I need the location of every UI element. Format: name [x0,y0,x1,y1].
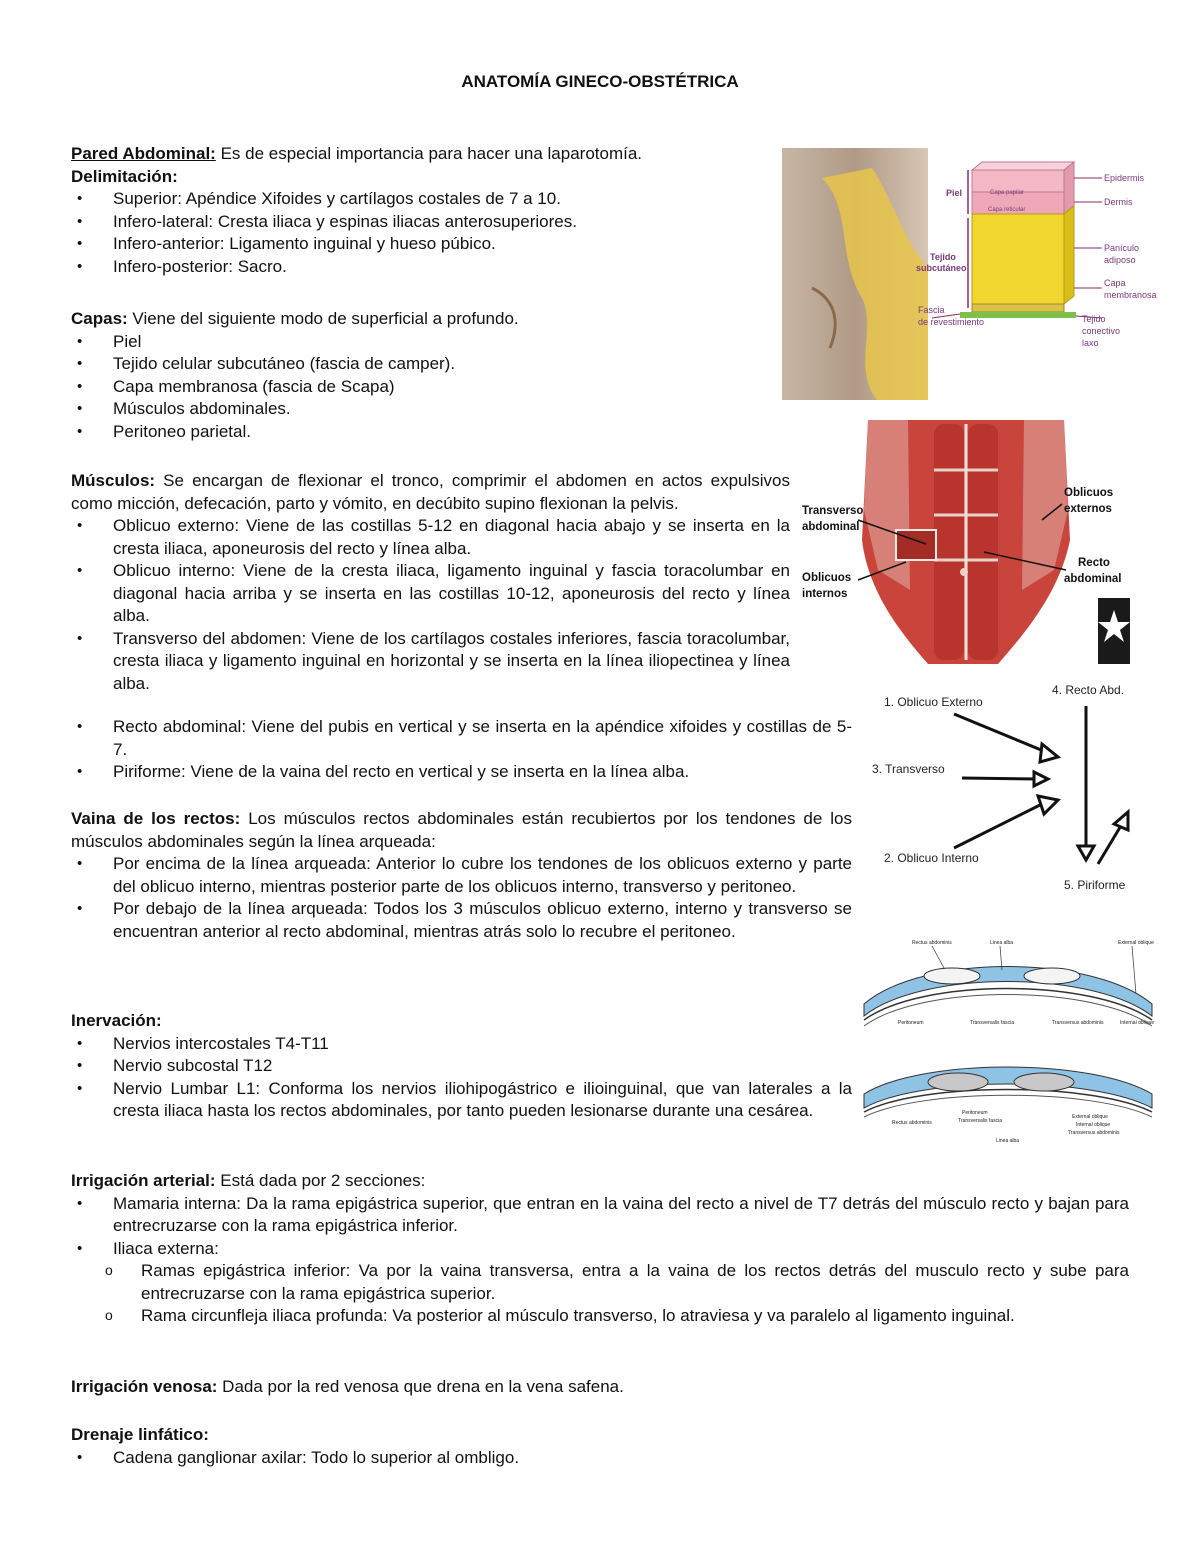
fat-block [972,214,1064,304]
arrow-label-1: 1. Oblicuo Externo [884,695,983,709]
cross-a-peritoneum: Peritoneum [898,1020,924,1026]
section-pared [71,143,771,278]
rectus-oval-left [928,1073,988,1091]
section-musculos-cont [71,716,852,784]
cross-b-transversus: Transversus abdominis [1068,1130,1120,1136]
rectus-oval-right [1024,968,1080,984]
arrow-transverso [962,778,1038,779]
inervacion-heading: Inervación: [71,1011,162,1030]
fascia-sheath [864,967,1152,1017]
arrow-oblicuo-externo [954,714,1046,752]
skin-label-papilar: Capa papilar [990,190,1025,196]
arterial-heading: Irrigación arterial: [71,1171,216,1190]
skin-label-adiposo: adiposo [1104,255,1136,265]
list-item: • Infero-posterior: Sacro. [71,256,771,279]
skin-label-subcutaneo: subcutáneo [916,263,967,273]
list-item: • Piel [71,331,771,354]
cross-a-rectus: Rectus abdominis [912,940,952,946]
section-linfatico [71,1424,1129,1469]
cross-a-internal: Internal oblique [1120,1020,1155,1026]
list-item: • Peritoneo parietal. [71,421,771,444]
muscle-label-oblicuos-ext: Oblicuos [1064,487,1114,499]
figure-skin-layers [782,148,1157,400]
section-arterial [71,1170,1129,1328]
inervacion-list [71,1033,852,1123]
cross-a-transversus: Transversus abdominis [1052,1020,1104,1026]
list-item: • Mamaria interna: Da la rama epigástrica superior, que entran en la vaina del recto a nivel de T7 detrás del músculo recto y bajan para entrecruzarse con la rama epigástrica inferior. [71,1193,1129,1238]
list-item: • Tejido celular subcutáneo (fascia de camper). [71,353,771,376]
muscle-label-transverso: Transverso [802,505,864,517]
skin-label-laxo: laxo [1082,338,1099,348]
section-musculos [71,470,790,695]
skin-label-conectivo: conectivo [1082,326,1121,336]
muscle-label-internos: internos [802,588,848,600]
cross-a-linea: Linea alba [990,940,1014,946]
arterial-intro: Irrigación arterial: Está dada por 2 secciones: [71,1171,426,1190]
capas-list [71,331,771,444]
sub-list-item: o Ramas epigástrica inferior: Va por la vaina transversa, entra a la vaina de los rectos detrás del musculo recto y sube para entrecruzarse con la rama epigástrica superior. [71,1260,1129,1305]
pared-intro: Pared Abdominal: Es de especial importancia para hacer una laparotomía. [71,144,643,163]
arrow-label-4: 4. Recto Abd. [1052,683,1125,697]
musculos-intro: Músculos: Se encargan de flexionar el tronco, comprimir el abdomen en actos expulsivos como micción, defecación, parto y vómito, en decúbito supino flexionan la pelvis. [71,471,790,513]
muscle-label-abdominal: abdominal [802,521,860,533]
list-item: • Por debajo de la línea arqueada: Todos los 3 músculos oblicuo externo, interno y transverso se encuentran anterior al recto abdominal, mientras atrás solo lo recubre el peritoneo. [71,898,852,943]
list-item: • Nervio Lumbar L1: Conforma los nervios iliohipogástrico e ilioinguinal, que van laterales a la cresta iliaca hasta los rectos abdominales, por tanto pueden lesionarse durante una cesárea. [71,1078,852,1123]
figure-cross-section-above [862,934,1154,1044]
venosa-heading: Irrigación venosa: [71,1377,218,1396]
list-item: • Por encima de la línea arqueada: Anterior lo cubre los tendones de los oblicuos externo y parte del oblicuo interno, mientras posterior parte de los oblicuos interno, transverso y peritoneo. [71,853,852,898]
skin-label-piel: Piel [946,188,963,198]
muscle-label-recto-abdominal: abdominal [1064,573,1122,585]
skin-label-reticular: Capa reticular [988,207,1026,213]
list-item: • Infero-anterior: Ligamento inguinal y hueso púbico. [71,233,771,256]
capas-heading: Capas: [71,309,128,328]
skin-label-epidermis: Epidermis [1104,173,1145,183]
fascia-sheath [864,1067,1152,1108]
list-item: • Iliaca externa: o Ramas epigástrica inferior: Va por la vaina transversa, entra a la vaina de los rectos detrás del musculo recto y sube para entrecruzarse con la rama epigástrica superior. o Rama circunfleja iliaca profunda: Va posterior al músculo transverso, lo atraviesa y va paralelo al ligamento inguinal. [71,1238,1129,1328]
musculos-list-cont [71,716,852,784]
cross-a-transversalis: Transversalis fascia [970,1020,1014,1026]
list-item: • Superior: Apéndice Xifoides y cartílagos costales de 7 a 10. [71,188,771,211]
dermis-block [972,170,1064,192]
list-item: • Piriforme: Viene de la vaina del recto en vertical y se inserta en la línea alba. [71,761,852,784]
section-venosa [71,1376,1129,1399]
arterial-list [71,1193,1129,1328]
skin-label-capa: Capa [1104,278,1126,288]
rectus-left [934,424,964,660]
delimitacion-heading: Delimitación: [71,166,178,186]
list-item: • Nervios intercostales T4-T11 [71,1033,852,1056]
cross-b-rectus: Rectus abdominis [892,1120,932,1126]
skin-label-tejido: Tejido [930,252,956,262]
cross-b-internal: Internal oblique [1076,1122,1111,1128]
arrow-label-2: 2. Oblicuo Interno [884,851,979,865]
cross-b-linea: Linea alba [996,1138,1020,1144]
vaina-intro: Vaina de los rectos: Los músculos rectos abdominales están recubiertos por los tendones de los músculos abdominales según la línea arqueada: [71,809,852,851]
skin-label-fascia: Fascia [918,305,945,315]
list-item: • Nervio subcostal T12 [71,1055,852,1078]
arrow-label-5: 5. Piriforme [1064,878,1126,892]
venosa-text: Irrigación venosa: Dada por la red venosa que drena en la vena safena. [71,1377,624,1396]
vaina-heading: Vaina de los rectos: [71,809,241,828]
figure-abdominal-muscles [798,420,1130,664]
arrow-oblicuo-interno [954,804,1042,848]
list-item: • Oblicuo externo: Viene de las costillas 5-12 en diagonal hacia abajo y se inserta en la cresta iliaca, aponeurosis del recto y línea alba. [71,515,790,560]
muscle-label-externos: externos [1064,503,1112,515]
section-capas [71,308,771,443]
cross-b-external: External oblique [1072,1114,1108,1120]
rectus-right [968,424,998,660]
vaina-list [71,853,852,943]
list-item: • Cadena ganglionar axilar: Todo lo superior al ombligo. [71,1447,1129,1470]
cross-a-external: External oblique [1118,940,1154,946]
list-item: • Transverso del abdomen: Viene de los cartílagos costales inferiores, fascia toracolumbar, cresta iliaca y ligamento inguinal en horizontal y se inserta en la línea iliopectinea y línea alba. [71,628,790,696]
sub-list-item: o Rama circunfleja iliaca profunda: Va posterior al músculo transverso, lo atraviesa y va paralelo al ligamento inguinal. [71,1305,1129,1328]
arterial-sublist [71,1260,1129,1328]
skin-label-membranosa: membranosa [1104,290,1157,300]
delimitacion-list [71,188,771,278]
list-item: • Capa membranosa (fascia de Scapa) [71,376,771,399]
cross-b-peritoneum: Peritoneum [962,1110,988,1116]
list-item: • Recto abdominal: Viene del pubis en vertical y se inserta en la apéndice xifoides y costillas de 5-7. [71,716,852,761]
section-vaina [71,808,852,943]
capas-intro: Capas: Viene del siguiente modo de superficial a profundo. [71,309,519,328]
pared-heading: Pared Abdominal: [71,144,216,163]
linfatico-heading: Drenaje linfático: [71,1425,209,1444]
muscle-label-recto: Recto [1078,557,1110,569]
cross-b-transversalis: Transversalis fascia [958,1118,1002,1124]
arrow-label-3: 3. Transverso [872,762,945,776]
skin-label-tejido-con: Tejido [1082,314,1106,324]
section-inervacion [71,1010,852,1123]
list-item: • Oblicuo interno: Viene de la cresta iliaca, ligamento inguinal y fascia toracolumbar en diagonal hacia arriba y se inserta en las costillas 10-12, aponeurosis del recto y línea alba. [71,560,790,628]
list-item: • Músculos abdominales. [71,398,771,421]
linfatico-list [71,1447,1129,1470]
muscle-label-oblicuos-int: Oblicuos [802,572,852,584]
figure-cross-section-below [862,1054,1154,1154]
arrow-piriforme [1098,824,1122,864]
musculos-heading: Músculos: [71,471,156,490]
rectus-oval-right [1014,1073,1074,1091]
skin-label-paniculo: Panículo [1104,243,1140,253]
figure-muscle-arrows [862,678,1152,898]
skin-label-dermis: Dermis [1104,197,1133,207]
rectus-oval-left [924,968,980,984]
musculos-list [71,515,790,695]
page-title: ANATOMÍA GINECO-OBSTÉTRICA [461,72,739,91]
skin-label-revestimiento: de revestimiento [918,317,985,327]
list-item: • Infero-lateral: Cresta iliaca y espinas iliacas anterosuperiores. [71,211,771,234]
